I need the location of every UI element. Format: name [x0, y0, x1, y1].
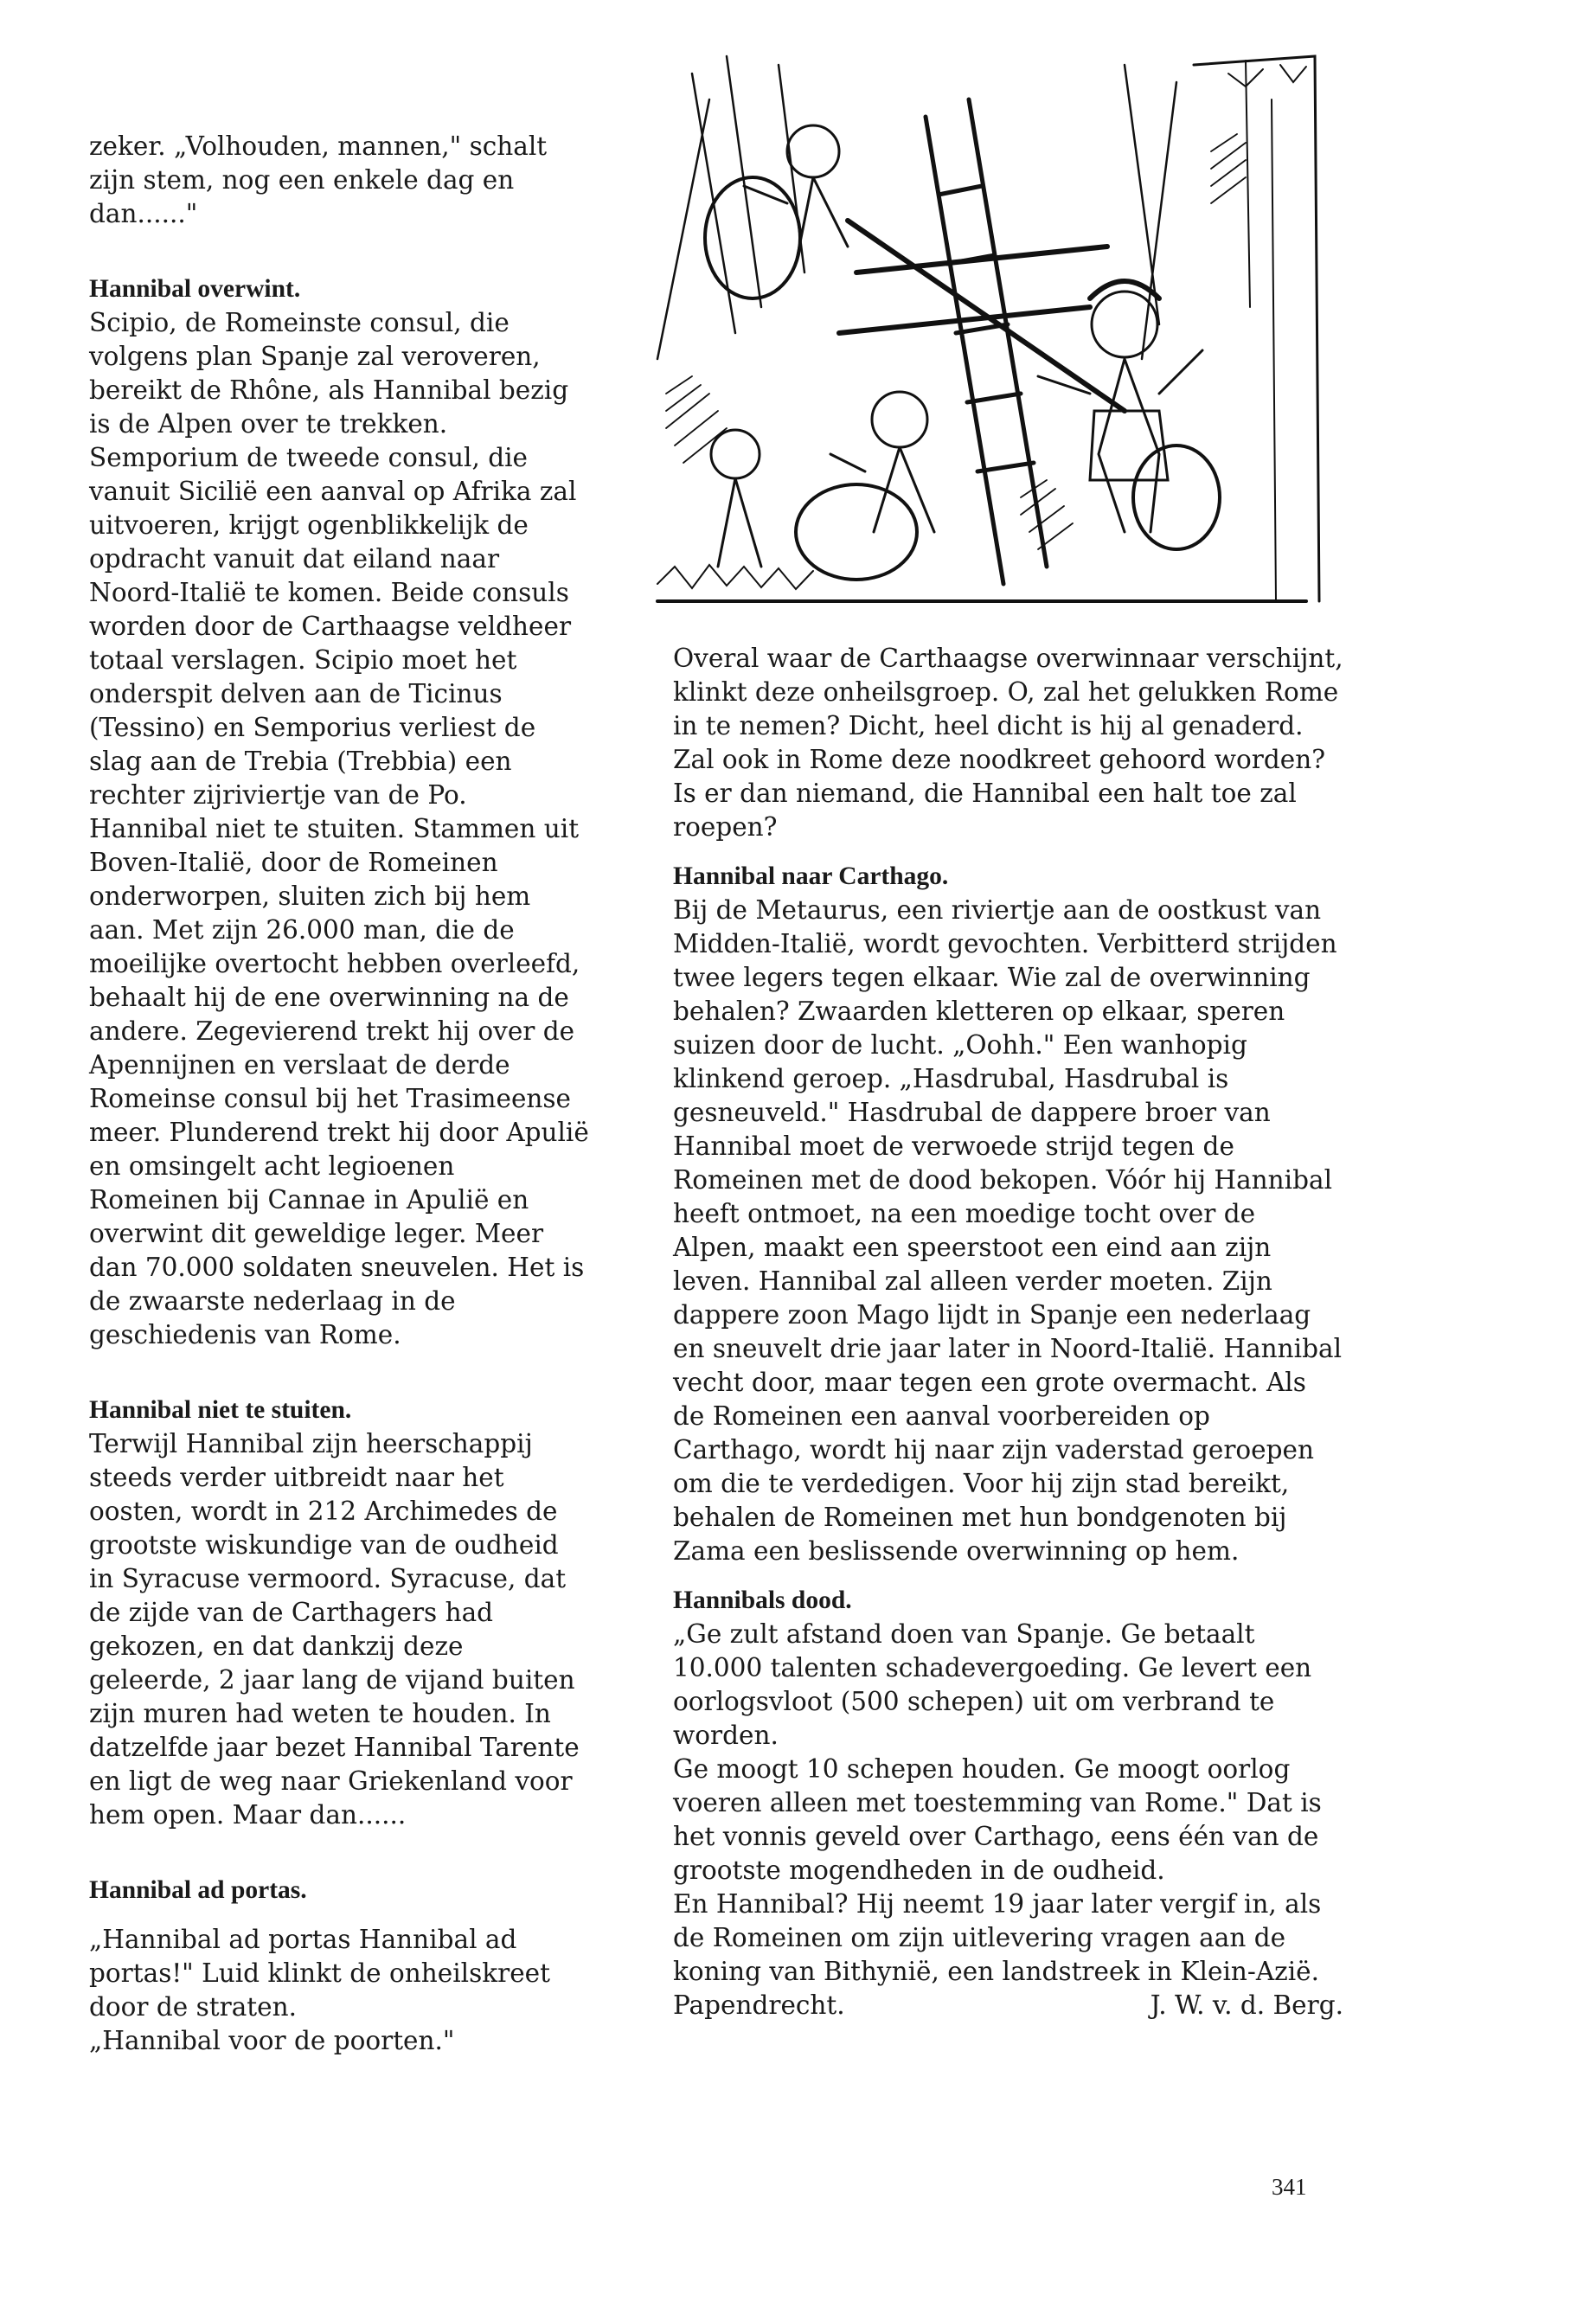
section-heading: Hannibals dood.	[673, 1586, 852, 1614]
section-text: „Hannibal ad portas Hannibal ad portas!" Luid klinkt de onheilskreet door de straten.	[89, 1925, 550, 2022]
place-name: Papendrecht.	[673, 1990, 845, 2020]
right-column	[673, 642, 1343, 2022]
section-heading: Hannibal overwint.	[89, 275, 301, 303]
wall-outline	[1194, 56, 1319, 601]
siege-ladder	[926, 99, 1047, 584]
section-text: „Hannibal voor de poorten."	[89, 2026, 455, 2055]
battle-illustration	[640, 48, 1324, 614]
page-number: 341	[1272, 2174, 1307, 2200]
section-heading: Hannibal naar Carthago.	[673, 862, 949, 890]
section-heading: Hannibal niet te stuiten.	[89, 1396, 352, 1424]
section-heading: Hannibal ad portas.	[89, 1876, 307, 1904]
section-text: Bij de Metaurus, een riviertje aan de oostkust van Midden-Italië, wordt gevochten. Verbitterd strijden twee legers tegen elkaar. Wie zal de overwinning behalen? Zwaarden kletteren op elkaar, speren suizen door de lucht. „Oohh." Een wanhopig klinkend geroep. „Hasdrubal, Hasdrubal is gesneuveld." Hasdrubal de dappere broer van Hannibal moet de verwoede strijd tegen de Romeinen met de dood bekopen. Vóór hij Hannibal heeft ontmoet, na een moedige tocht over de Alpen, maakt een speerstoot een eind aan zijn leven. Hannibal zal alleen verder moeten. Zijn dappere zoon Mago lijdt in Spanje een nederlaag en sneuvelt drie jaar later in Noord-Italië. Hannibal vecht door, maar tegen een grote overmacht. Als de Romeinen een aanval voorbereiden op Carthago, wordt hij naar zijn vaderstad geroepen om die te verdedigen. Voor hij zijn stad bereikt, behalen de Romeinen met hun bondgenoten bij Zama een beslissende overwinning op hem.	[673, 895, 1343, 1566]
section-text: Scipio, de Romeinste consul, die volgens plan Spanje zal veroveren, bereikt de Rhône, als Hannibal bezig is de Alpen over te trekken. Semporium de tweede consul, die vanuit Sicilië een aanval op Afrika zal uitvoeren, krijgt ogenblikkelijk de opdracht vanuit dat eiland naar Noord-Italië te komen. Beide consuls worden door de Carthaagse veldheer totaal verslagen. Scipio moet het onderspit delven aan de Ticinus (Tessino) en Semporius verliest de slag aan de Trebia (Trebbia) een rechter zijriviertje van de Po. Hannibal niet te stuiten. Stammen uit Boven-Italië, door de Romeinen onderworpen, sluiten zich bij hem aan. Met zijn 26.000 man, die de moeilijke overtocht hebben overleefd, behaalt hij de ene overwinning na de andere. Zegevierend trekt hij over de Apennijnen en verslaat de derde Romeinse consul bij het Trasimeense meer. Plunderend trekt hij door Apulië en omsingelt acht legioenen Romeinen bij Cannae in Apulië en overwint dit geweldige leger. Meer dan 70.000 soldaten sneuvelen. Het is de zwaarste nederlaag in de geschiedenis van Rome.	[89, 308, 589, 1349]
section-text: „Ge zult afstand doen van Spanje. Ge betaalt 10.000 talenten schadevergoeding. Ge levert een oorlogsvloot (500 schepen) uit om verbrand te worden.	[673, 1619, 1312, 1750]
intro-text: Overal waar de Carthaagse overwinnaar verschijnt, klinkt deze onheilsgroep. O, zal het gelukken Rome in te nemen? Dicht, heel dicht is hij al genaderd. Zal ook in Rome deze noodkreet gehoord worden? Is er dan niemand, die Hannibal een halt toe zal roepen?	[673, 644, 1343, 842]
intro-text: zeker. „Volhouden, mannen," schalt zijn stem, nog een enkele dag en dan......"	[89, 131, 548, 228]
signature-line	[673, 1989, 1343, 2022]
section-text: Ge moogt 10 schepen houden. Ge moogt oorlog voeren alleen met toestemming van Rome." Dat is het vonnis geveld over Carthago, eens één van de grootste mogendheden in de oudheid.	[673, 1754, 1322, 1885]
section-text: En Hannibal? Hij neemt 19 jaar later vergif in, als de Romeinen om zijn uitlevering vragen aan de koning van Bithynië, een landstreek in Klein-Azië.	[673, 1889, 1322, 1986]
section-text: Terwijl Hannibal zijn heerschappij steeds verder uitbreidt naar het oosten, wordt in 212 Archimedes de grootste wiskundige van de oudheid in Syracuse vermoord. Syracuse, dat de zijde van de Carthagers had gekozen, en dat dankzij deze geleerde, 2 jaar lang de vijand buiten zijn muren had weten te houden. In datzelfde jaar bezet Hannibal Tarente en ligt de weg naar Griekenland voor hem open. Maar dan......	[89, 1429, 580, 1830]
spears	[657, 56, 1176, 359]
author-name: J. W. v. d. Berg.	[1150, 1990, 1343, 2020]
left-column	[89, 130, 591, 2058]
